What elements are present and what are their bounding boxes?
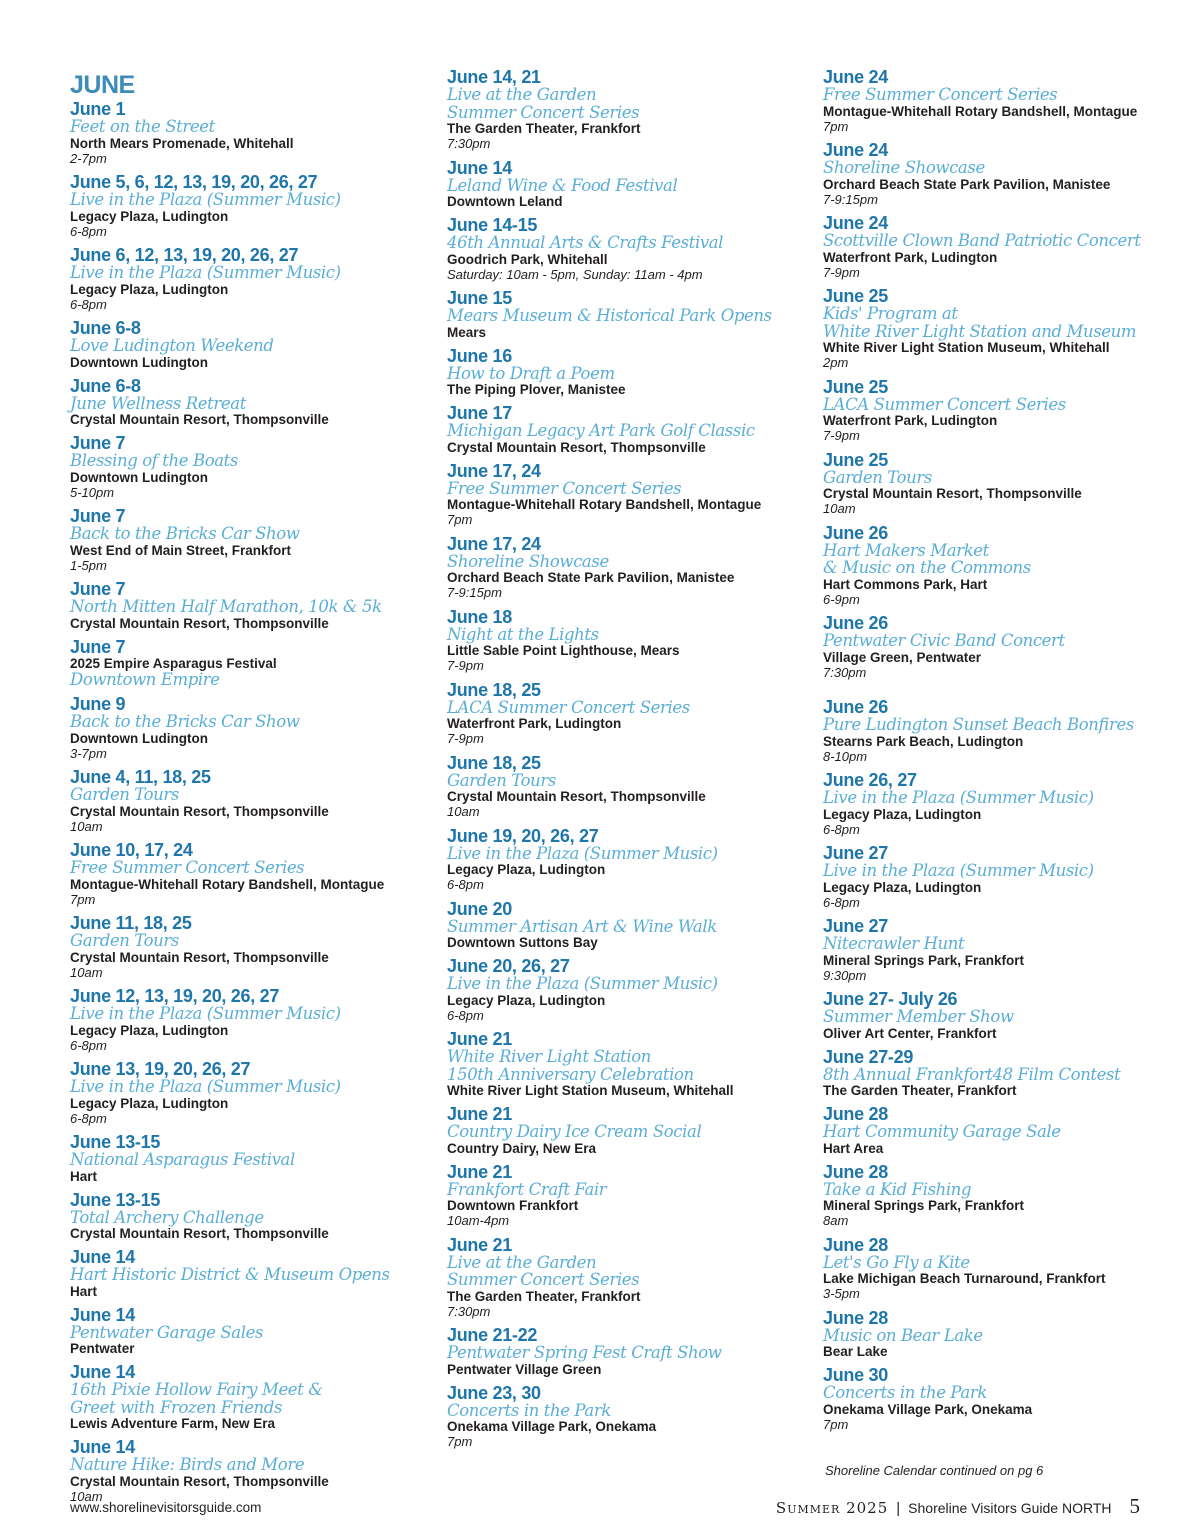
event-name: Back to the Bricks Car Show xyxy=(70,712,300,731)
event-name: Summer Concert Series xyxy=(447,102,640,122)
calendar-event xyxy=(70,434,425,500)
event-date: June 12, 13, 19, 20, 26, 27 xyxy=(70,986,280,1006)
event-name: North Mitten Half Marathon, 10k & 5k xyxy=(70,597,382,616)
event-location: Bear Lake xyxy=(823,1344,888,1359)
event-date: June 10, 17, 24 xyxy=(70,840,193,860)
event-time: 6-8pm xyxy=(70,1037,107,1053)
event-name: Shoreline Showcase xyxy=(823,158,985,177)
event-location: Little Sable Point Lighthouse, Mears xyxy=(447,643,680,658)
event-time: 7-9pm xyxy=(823,264,860,280)
calendar-event xyxy=(823,1236,1173,1302)
event-date: June 21-22 xyxy=(447,1325,538,1345)
event-name: Live in the Plaza (Summer Music) xyxy=(447,843,718,863)
event-list xyxy=(447,68,812,1450)
calendar-event xyxy=(823,1105,1173,1156)
event-name: Garden Tours xyxy=(447,770,556,790)
event-time: 6-8pm xyxy=(823,894,860,910)
event-date: June 15 xyxy=(447,288,512,308)
calendar-event xyxy=(70,246,425,312)
event-date: June 26 xyxy=(823,522,888,543)
calendar-event xyxy=(70,1306,425,1357)
calendar-event xyxy=(447,681,812,747)
page-number: 5 xyxy=(1129,1494,1140,1518)
event-date: June 27- July 26 xyxy=(823,989,958,1009)
event-name: National Asparagus Festival xyxy=(70,1150,295,1169)
event-location: Legacy Plaza, Ludington xyxy=(823,806,982,822)
event-location: Onekama Village Park, Onekama xyxy=(823,1401,1033,1417)
event-date: June 17, 24 xyxy=(447,460,541,481)
calendar-event xyxy=(70,1248,425,1299)
event-date: June 26, 27 xyxy=(823,770,917,790)
calendar-event xyxy=(823,214,1173,280)
event-location: Lake Michigan Beach Turnaround, Frankfort xyxy=(823,1271,1106,1286)
event-time: 7-9pm xyxy=(447,658,484,673)
event-name: Hart Community Garage Sale xyxy=(823,1122,1061,1141)
event-date: June 27-29 xyxy=(823,1046,914,1067)
calendar-event xyxy=(447,1384,812,1450)
event-time: 6-8pm xyxy=(823,821,860,837)
event-time: 7pm xyxy=(70,891,96,907)
event-location: West End of Main Street, Frankfort xyxy=(70,542,292,558)
event-date: June 13, 19, 20, 26, 27 xyxy=(70,1059,251,1079)
calendar-event xyxy=(447,347,812,398)
event-time: 7-9:15pm xyxy=(447,585,502,600)
calendar-event xyxy=(447,216,812,282)
event-name: Live in the Plaza (Summer Music) xyxy=(823,861,1094,880)
calendar-event xyxy=(447,827,812,893)
calendar-event xyxy=(823,451,1173,517)
event-location: Onekama Village Park, Onekama xyxy=(447,1419,657,1434)
footer-website-link[interactable]: www.shorelinevisitorsguide.com xyxy=(70,1500,262,1515)
event-date: June 6-8 xyxy=(70,375,141,396)
event-location: Legacy Plaza, Ludington xyxy=(70,281,229,297)
event-name: Garden Tours xyxy=(823,467,932,487)
event-location: Country Dairy, New Era xyxy=(447,1140,597,1156)
calendar-event xyxy=(447,957,812,1023)
event-name: Nature Hike: Birds and More xyxy=(70,1455,305,1474)
event-time: 3-7pm xyxy=(70,745,107,761)
event-time: 8am xyxy=(823,1213,849,1228)
event-location: Downtown Ludington xyxy=(70,730,208,746)
event-date: June 21 xyxy=(447,1104,512,1124)
event-location: North Mears Promenade, Whitehall xyxy=(70,135,294,151)
calendar-event xyxy=(823,1048,1173,1099)
event-location: Crystal Mountain Resort, Thompsonville xyxy=(70,1226,329,1241)
event-date: June 11, 18, 25 xyxy=(70,913,192,933)
calendar-event xyxy=(70,1060,425,1126)
event-name: 150th Anniversary Celebration xyxy=(447,1064,694,1084)
event-date: June 24 xyxy=(823,213,888,233)
event-name: Total Archery Challenge xyxy=(70,1207,264,1227)
event-location: Pentwater Village Green xyxy=(447,1361,602,1377)
footer-right xyxy=(776,1494,1140,1519)
event-date: June 13-15 xyxy=(70,1132,161,1152)
event-time: 6-8pm xyxy=(447,877,484,892)
event-date: June 18 xyxy=(447,606,512,627)
event-date: June 28 xyxy=(823,1161,888,1182)
event-date: June 19, 20, 26, 27 xyxy=(447,825,599,846)
event-name: Frankfort Craft Fair xyxy=(447,1179,607,1199)
event-name: June Wellness Retreat xyxy=(70,393,246,413)
event-time: 7pm xyxy=(447,1434,473,1449)
event-date: June 24 xyxy=(823,67,888,87)
calendar-event xyxy=(823,68,1173,134)
calendar-event xyxy=(70,1438,425,1504)
event-location: Downtown Suttons Bay xyxy=(447,935,598,950)
event-name: Love Ludington Weekend xyxy=(70,336,274,355)
calendar-event xyxy=(70,695,425,761)
event-date: June 14 xyxy=(70,1437,135,1457)
event-name: 46th Annual Arts & Crafts Festival xyxy=(447,233,724,252)
event-date: June 21 xyxy=(447,1029,512,1049)
event-date: June 7 xyxy=(70,433,126,453)
calendar-event xyxy=(447,289,812,340)
event-location: The Garden Theater, Frankfort xyxy=(823,1083,1017,1098)
event-time: 3-5pm xyxy=(823,1286,860,1301)
event-location: Pentwater xyxy=(70,1341,135,1356)
event-location: Hart Area xyxy=(823,1140,884,1156)
event-location: Hart xyxy=(70,1168,98,1184)
event-location: Stearns Park Beach, Ludington xyxy=(823,733,1024,749)
event-date: June 28 xyxy=(823,1307,888,1328)
event-name: Hart Historic District & Museum Opens xyxy=(70,1265,390,1284)
event-time: 6-9pm xyxy=(823,591,860,607)
event-location: 2025 Empire Asparagus Festival xyxy=(70,655,277,671)
event-name: Pure Ludington Sunset Beach Bonfires xyxy=(823,715,1134,734)
event-name: Blessing of the Boats xyxy=(70,451,238,470)
event-time: 6-8pm xyxy=(70,223,107,239)
event-date: June 27 xyxy=(823,843,888,863)
calendar-event xyxy=(70,987,425,1053)
event-name: Music on Bear Lake xyxy=(823,1325,983,1345)
event-date: June 6-8 xyxy=(70,318,141,338)
event-location: Crystal Mountain Resort, Thompsonville xyxy=(70,1473,329,1489)
event-name: Shoreline Showcase xyxy=(447,551,609,571)
event-location: Hart Commons Park, Hart xyxy=(823,576,988,592)
event-name: Live in the Plaza (Summer Music) xyxy=(823,788,1094,807)
event-time: 6-8pm xyxy=(70,296,107,312)
event-time: 7pm xyxy=(823,118,849,134)
event-date: June 5, 6, 12, 13, 19, 20, 26, 27 xyxy=(70,172,318,192)
event-date: June 13-15 xyxy=(70,1189,161,1210)
event-name: Night at the Lights xyxy=(447,624,599,644)
event-name: 8th Annual Frankfort48 Film Contest xyxy=(823,1064,1121,1084)
continued-note: Shoreline Calendar continued on pg 6 xyxy=(825,1463,1044,1478)
event-date: June 14-15 xyxy=(447,215,538,235)
event-location: Legacy Plaza, Ludington xyxy=(70,1022,229,1038)
event-name: Scottville Clown Band Patriotic Concert xyxy=(823,231,1141,250)
month-heading: JUNE xyxy=(70,71,135,99)
calendar-event xyxy=(447,900,812,951)
calendar-event xyxy=(70,841,425,907)
event-date: June 7 xyxy=(70,579,126,599)
event-date: June 7 xyxy=(70,506,126,526)
event-name: Country Dairy Ice Cream Social xyxy=(447,1122,702,1141)
event-location: Crystal Mountain Resort, Thompsonville xyxy=(823,486,1082,501)
event-date: June 1 xyxy=(70,99,126,119)
event-time: 10am xyxy=(70,1488,103,1504)
event-name: 16th Pixie Hollow Fairy Meet & xyxy=(70,1380,323,1399)
event-time: 10am xyxy=(70,964,103,980)
event-name: Michigan Legacy Art Park Golf Classic xyxy=(447,421,755,440)
event-location: Hart xyxy=(70,1283,98,1299)
event-location: Montague-Whitehall Rotary Bandshell, Montague xyxy=(823,103,1138,119)
event-location: Mineral Springs Park, Frankfort xyxy=(823,952,1025,968)
event-date: June 21 xyxy=(447,1161,512,1182)
event-date: June 26 xyxy=(823,697,888,717)
event-date: June 6, 12, 13, 19, 20, 26, 27 xyxy=(70,245,299,265)
calendar-event xyxy=(823,698,1173,764)
event-name: Pentwater Spring Fest Craft Show xyxy=(447,1343,722,1362)
event-location: Downtown Frankfort xyxy=(447,1198,579,1213)
event-time: 10am xyxy=(823,501,856,516)
event-date: June 25 xyxy=(823,286,888,306)
event-date: June 9 xyxy=(70,694,126,714)
event-name: Take a Kid Fishing xyxy=(823,1179,972,1199)
footer-season: Summer 2025 xyxy=(775,1499,889,1517)
event-name: Concerts in the Park xyxy=(823,1383,987,1402)
event-time: 7-9pm xyxy=(447,731,484,746)
event-name: Back to the Bricks Car Show xyxy=(70,524,300,543)
calendar-event xyxy=(70,580,425,631)
event-time: 7-9:15pm xyxy=(823,191,878,207)
calendar-event xyxy=(70,507,425,573)
event-time: 10am-4pm xyxy=(447,1213,510,1228)
event-name: Live in the Plaza (Summer Music) xyxy=(70,190,341,209)
calendar-event xyxy=(823,1163,1173,1229)
footer-separator: | xyxy=(896,1500,901,1517)
event-name: Live in the Plaza (Summer Music) xyxy=(70,1004,341,1023)
event-name: Free Summer Concert Series xyxy=(70,858,305,877)
calendar-event xyxy=(823,771,1173,837)
event-time: 10am xyxy=(447,804,480,819)
event-name: Greet with Frozen Friends xyxy=(70,1397,283,1417)
event-location: Legacy Plaza, Ludington xyxy=(447,862,606,877)
event-location: Mears xyxy=(447,324,487,340)
event-name: Summer Member Show xyxy=(823,1007,1014,1026)
calendar-event xyxy=(447,608,812,674)
event-location: The Piping Plover, Manistee xyxy=(447,382,626,397)
event-time: 8-10pm xyxy=(823,748,868,764)
event-location: The Garden Theater, Frankfort xyxy=(447,1288,641,1304)
event-location: Downtown Ludington xyxy=(70,469,208,485)
calendar-event xyxy=(447,159,812,210)
footer-guide-name: Shoreline Visitors Guide NORTH xyxy=(908,1500,1112,1516)
event-date: June 4, 11, 18, 25 xyxy=(70,767,211,787)
calendar-event xyxy=(823,141,1173,207)
event-date: June 25 xyxy=(823,449,888,470)
event-name: Free Summer Concert Series xyxy=(447,478,682,498)
event-location: Orchard Beach State Park Pavilion, Manistee xyxy=(447,570,735,585)
calendar-event xyxy=(447,1030,812,1098)
event-name: Garden Tours xyxy=(70,785,179,804)
event-name: Nitecrawler Hunt xyxy=(823,934,965,953)
event-location: Waterfront Park, Ludington xyxy=(823,413,998,428)
calendar-event xyxy=(447,462,812,528)
calendar-event xyxy=(447,754,812,820)
event-location: Crystal Mountain Resort, Thompsonville xyxy=(70,803,329,819)
event-location: Crystal Mountain Resort, Thompsonville xyxy=(70,949,329,965)
event-location: Oliver Art Center, Frankfort xyxy=(823,1025,997,1041)
event-list xyxy=(823,68,1173,1432)
event-name: Live at the Garden xyxy=(447,85,597,104)
event-location: Crystal Mountain Resort, Thompsonville xyxy=(447,439,706,455)
event-location: White River Light Station Museum, Whitehall xyxy=(447,1083,734,1098)
event-name: Kids' Program at xyxy=(823,304,958,323)
event-name: Downtown Empire xyxy=(70,669,220,689)
event-location: White River Light Station Museum, Whitehall xyxy=(823,340,1110,355)
event-name: Leland Wine & Food Festival xyxy=(447,175,678,195)
event-location: Mineral Springs Park, Frankfort xyxy=(823,1198,1025,1213)
event-time: 7pm xyxy=(823,1416,849,1432)
event-name: Live in the Plaza (Summer Music) xyxy=(70,263,341,282)
calendar-event xyxy=(447,1105,812,1156)
calendar-event xyxy=(70,1133,425,1184)
calendar-event xyxy=(447,404,812,455)
calendar-event xyxy=(823,614,1173,680)
calendar-event xyxy=(70,319,425,370)
event-date: June 16 xyxy=(447,345,512,366)
event-time: 7:30pm xyxy=(447,136,491,151)
event-list xyxy=(70,100,425,1504)
event-name: LACA Summer Concert Series xyxy=(447,697,690,717)
event-name: How to Draft a Poem xyxy=(447,363,615,383)
event-location: Downtown Ludington xyxy=(70,354,208,370)
calendar-event xyxy=(447,1163,812,1229)
calendar-event xyxy=(823,1309,1173,1360)
event-time: 7pm xyxy=(447,512,473,527)
event-name: Let's Go Fly a Kite xyxy=(823,1252,970,1272)
event-name: Live in the Plaza (Summer Music) xyxy=(70,1077,341,1096)
event-location: Legacy Plaza, Ludington xyxy=(70,208,229,224)
event-date: June 21 xyxy=(447,1234,512,1255)
event-date: June 14 xyxy=(447,157,512,178)
event-location: Village Green, Pentwater xyxy=(823,649,982,665)
event-name: Mears Museum & Historical Park Opens xyxy=(447,306,772,325)
calendar-event xyxy=(823,524,1173,608)
calendar-column-2 xyxy=(447,68,812,1457)
event-name: Free Summer Concert Series xyxy=(823,85,1058,104)
event-location: The Garden Theater, Frankfort xyxy=(447,121,641,136)
event-location: Crystal Mountain Resort, Thompsonville xyxy=(70,412,329,427)
event-date: June 17, 24 xyxy=(447,533,541,554)
calendar-event xyxy=(70,1363,425,1431)
event-location: Waterfront Park, Ludington xyxy=(823,249,998,265)
event-name: White River Light Station and Museum xyxy=(823,321,1137,341)
event-location: Crystal Mountain Resort, Thompsonville xyxy=(70,615,329,631)
calendar-event xyxy=(70,914,425,980)
event-name: White River Light Station xyxy=(447,1047,651,1066)
event-location: Waterfront Park, Ludington xyxy=(447,716,622,731)
event-date: June 27 xyxy=(823,916,888,936)
event-time: Saturday: 10am - 5pm, Sunday: 11am - 4pm xyxy=(447,266,703,282)
event-date: June 14 xyxy=(70,1304,135,1325)
event-name: Summer Artisan Art & Wine Walk xyxy=(447,916,717,936)
event-date: June 17 xyxy=(447,403,512,423)
event-time: 2pm xyxy=(823,355,849,370)
event-name: LACA Summer Concert Series xyxy=(823,394,1066,414)
calendar-event xyxy=(447,1326,812,1377)
event-time: 2-7pm xyxy=(70,150,107,166)
event-name: Pentwater Garage Sales xyxy=(70,1322,264,1342)
event-date: June 28 xyxy=(823,1104,888,1124)
calendar-event xyxy=(70,100,425,166)
event-date: June 23, 30 xyxy=(447,1382,541,1403)
calendar-event xyxy=(823,287,1173,371)
calendar-event xyxy=(70,377,425,428)
calendar-event xyxy=(70,638,425,689)
event-time: 10am xyxy=(70,818,103,834)
event-time: 5-10pm xyxy=(70,484,115,500)
calendar-event xyxy=(447,1236,812,1320)
event-location: Legacy Plaza, Ludington xyxy=(70,1095,229,1111)
event-location: Legacy Plaza, Ludington xyxy=(447,992,606,1008)
event-name: Live in the Plaza (Summer Music) xyxy=(447,974,718,993)
event-location: Legacy Plaza, Ludington xyxy=(823,879,982,895)
event-location: Goodrich Park, Whitehall xyxy=(447,251,608,267)
event-location: Montague-Whitehall Rotary Bandshell, Montague xyxy=(70,876,385,892)
event-name: Garden Tours xyxy=(70,931,179,950)
event-date: June 14 xyxy=(70,1362,135,1382)
event-date: June 14 xyxy=(70,1247,135,1267)
calendar-event xyxy=(70,173,425,239)
event-location: Orchard Beach State Park Pavilion, Manistee xyxy=(823,176,1111,192)
event-date: June 14, 21 xyxy=(447,67,541,87)
event-time: 7:30pm xyxy=(823,664,867,680)
event-date: June 7 xyxy=(70,636,126,657)
event-date: June 24 xyxy=(823,140,888,160)
event-date: June 20 xyxy=(447,898,512,919)
event-name: Concerts in the Park xyxy=(447,1400,611,1420)
event-name: Feet on the Street xyxy=(70,117,215,136)
event-time: 6-8pm xyxy=(70,1110,107,1126)
event-time: 7:30pm xyxy=(447,1303,491,1319)
event-location: Lewis Adventure Farm, New Era xyxy=(70,1416,276,1431)
calendar-event xyxy=(823,378,1173,444)
event-date: June 18, 25 xyxy=(447,752,541,773)
event-date: June 25 xyxy=(823,376,888,397)
calendar-event xyxy=(823,917,1173,983)
event-date: June 18, 25 xyxy=(447,679,541,700)
calendar-event xyxy=(70,768,425,834)
event-location: Downtown Leland xyxy=(447,194,563,209)
calendar-event xyxy=(70,1191,425,1242)
event-time: 1-5pm xyxy=(70,557,107,573)
calendar-event xyxy=(823,1366,1173,1432)
calendar-event xyxy=(447,68,812,152)
event-name: & Music on the Commons xyxy=(823,558,1031,577)
event-name: Pentwater Civic Band Concert xyxy=(823,631,1065,650)
event-location: Montague-Whitehall Rotary Bandshell, Montague xyxy=(447,497,762,512)
calendar-column-1 xyxy=(70,68,425,1511)
event-date: June 30 xyxy=(823,1365,888,1385)
event-name: Summer Concert Series xyxy=(447,1270,640,1289)
event-time: 9:30pm xyxy=(823,967,867,983)
event-date: June 28 xyxy=(823,1234,888,1255)
event-name: Live at the Garden xyxy=(447,1252,597,1272)
event-name: Hart Makers Market xyxy=(823,540,989,560)
event-time: 7-9pm xyxy=(823,428,860,443)
calendar-event xyxy=(823,844,1173,910)
event-date: June 26 xyxy=(823,613,888,633)
event-time: 6-8pm xyxy=(447,1007,484,1023)
calendar-column-3 xyxy=(823,68,1173,1439)
calendar-event xyxy=(447,535,812,601)
calendar-event xyxy=(823,990,1173,1041)
event-location: Crystal Mountain Resort, Thompsonville xyxy=(447,789,706,804)
event-date: June 20, 26, 27 xyxy=(447,956,570,976)
